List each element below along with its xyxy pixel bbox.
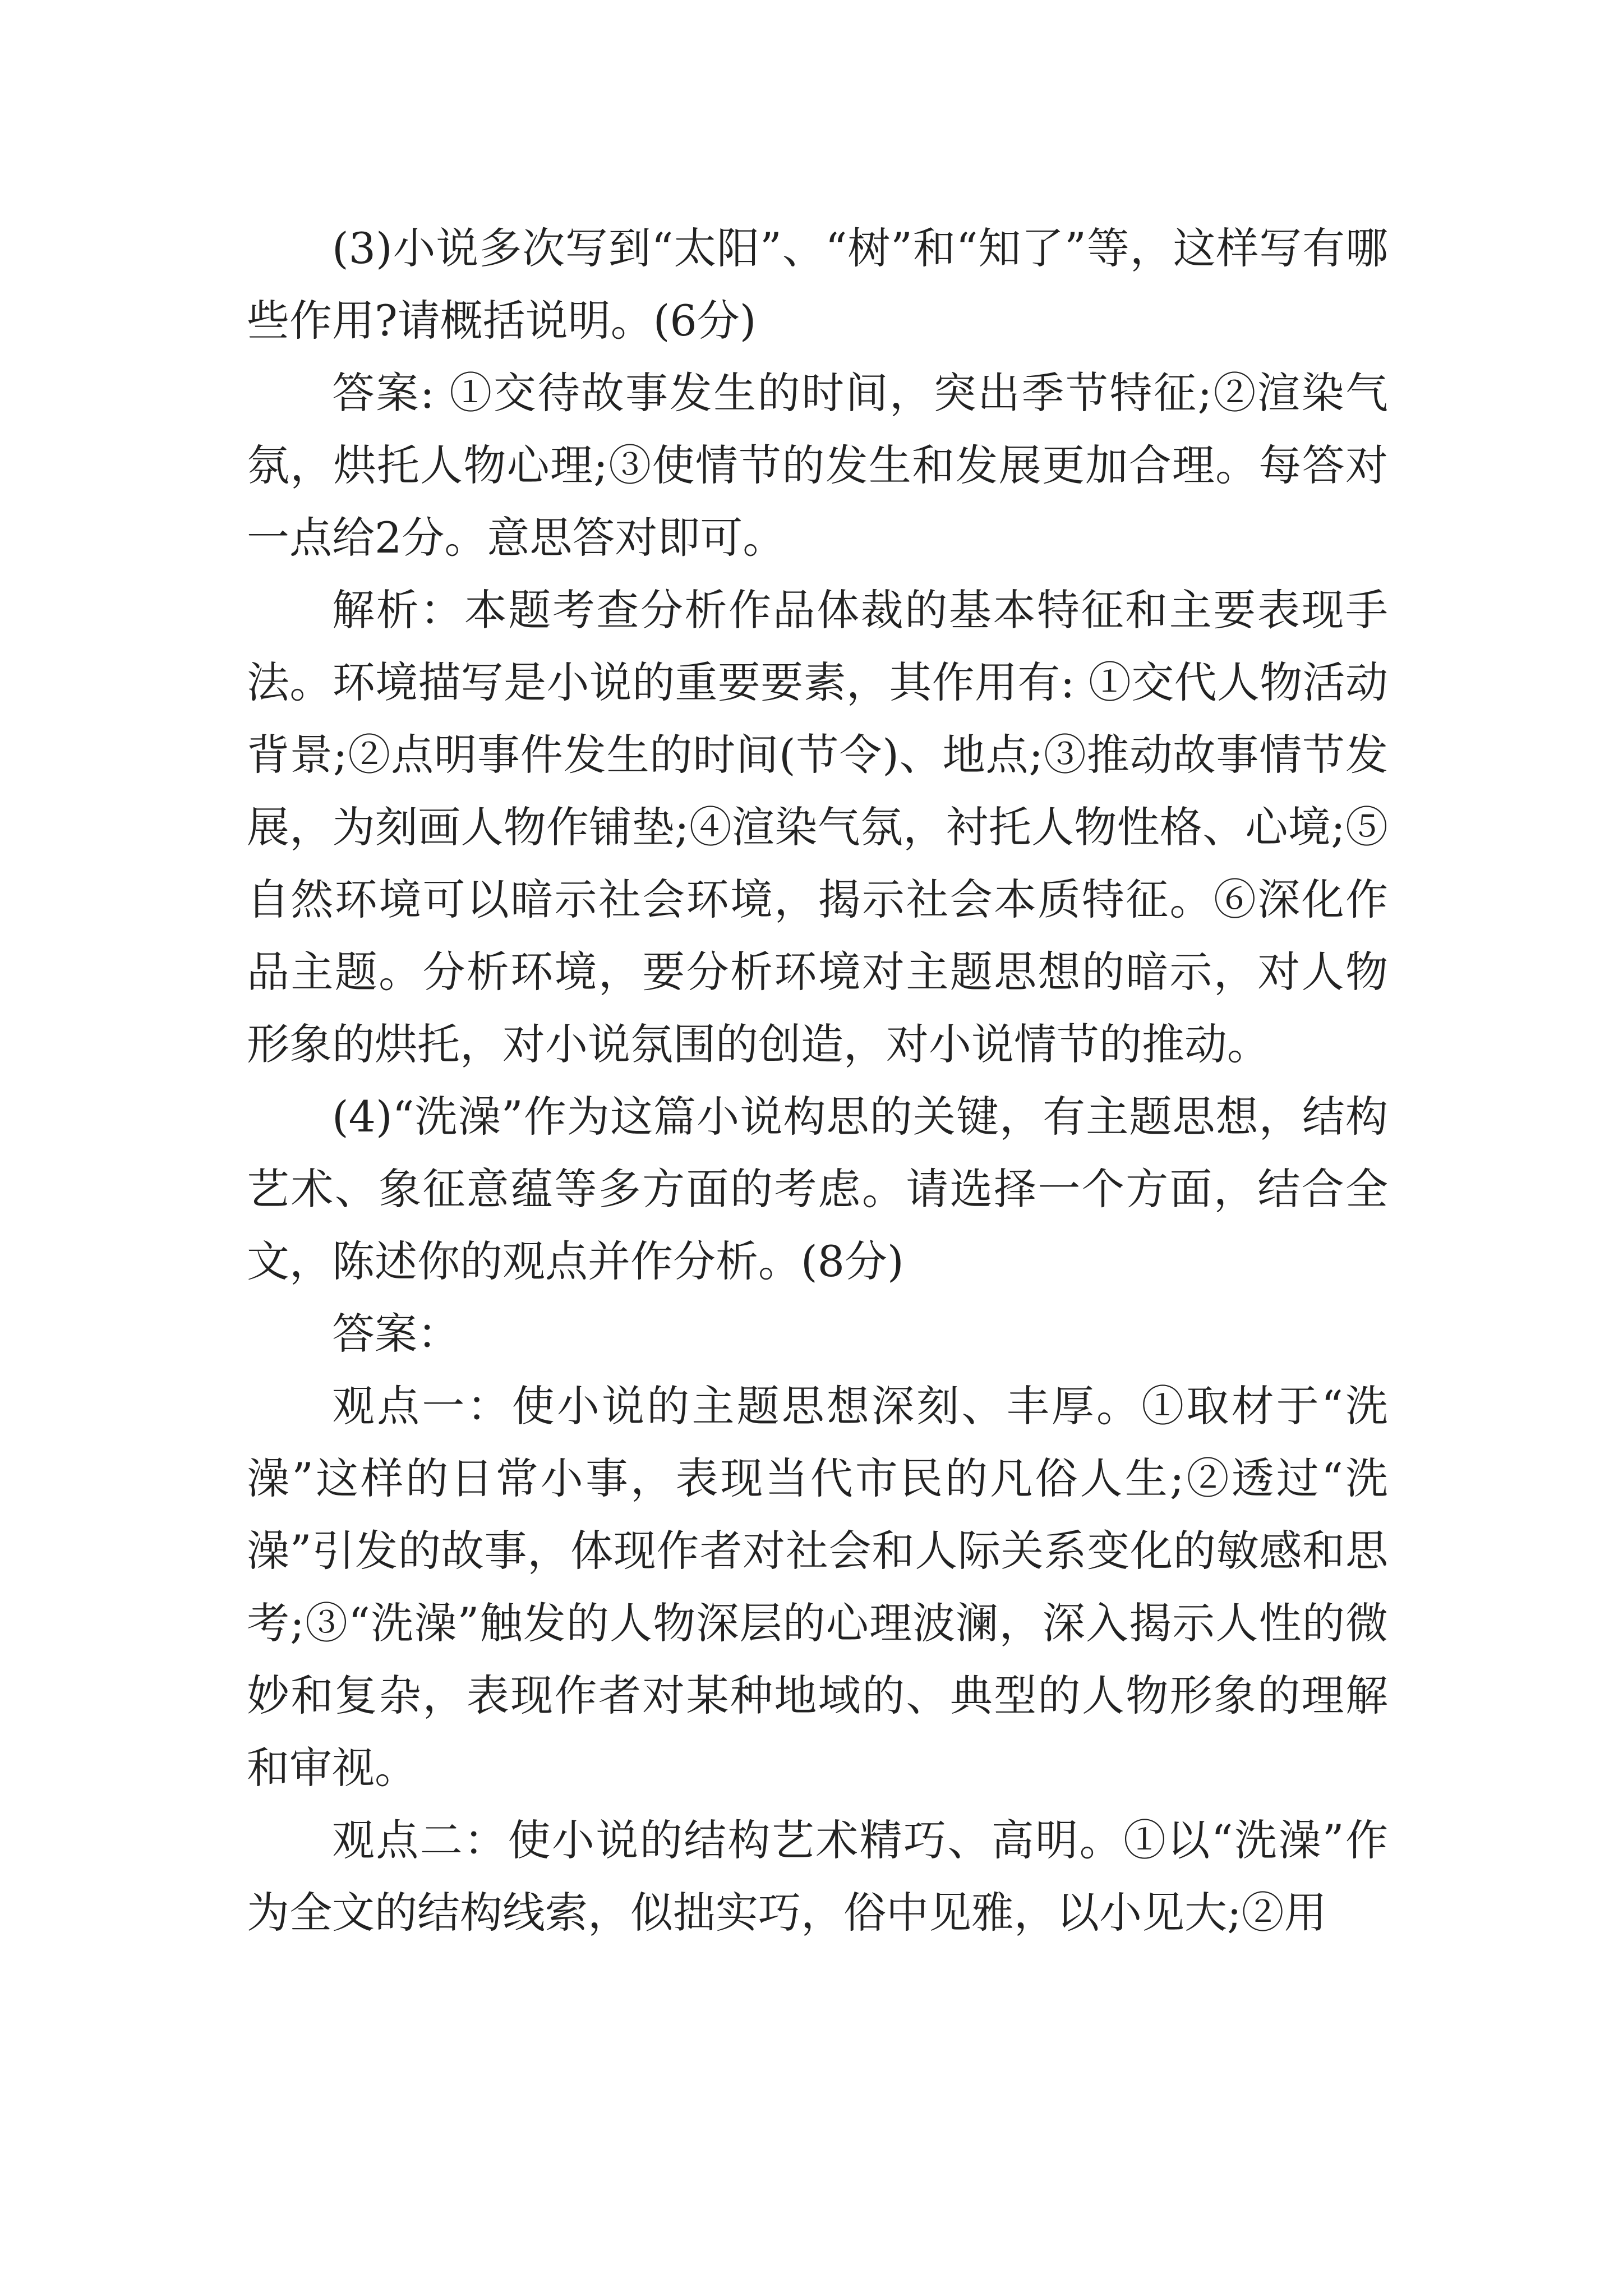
document-body [247, 212, 1388, 1949]
answer-4-heading: 答案： [332, 1309, 460, 1359]
answer-3-paragraph: 答案: ①交待故事发生的时间，突出季节特征;②渲染气氛，烘托人物心理;③使情节的发生和发展更加合理。每答对一点给2分。意思答对即可。 [247, 368, 1388, 563]
question-3-paragraph: (3)小说多次写到“太阳”、“树”和“知了”等，这样写有哪些作用?请概括说明。(6分) [247, 223, 1388, 346]
question-4-paragraph: (4)“洗澡”作为这篇小说构思的关键，有主题思想，结构艺术、象征意蕴等多方面的考虑。请选择一个方面，结合全文，陈述你的观点并作分析。(8分) [247, 1092, 1388, 1286]
analysis-3-paragraph: 解析：本题考查分析作品体裁的基本特征和主要表现手法。环境描写是小说的重要要素，其作用有: ①交代人物活动背景;②点明事件发生的时间(节令)、地点;③推动故事情节发展，为刻画人物作铺垫;④渲染气氛，衬托人物性格、心境;⑤自然环境可以暗示社会环境，揭示社会本质特征。⑥深化作品主题。分析环境，要分析环境对主题思想的暗示，对人物形象的烘托，对小说氛围的创造，对小说情节的推动。 [247, 585, 1388, 1069]
viewpoint-2-paragraph: 观点二：使小说的结构艺术精巧、高明。①以“洗澡”作为全文的结构线索，似拙实巧，俗中见雅，以小见大;②用 [247, 1815, 1388, 1938]
viewpoint-1-paragraph: 观点一：使小说的主题思想深刻、丰厚。①取材于“洗澡”这样的日常小事，表现当代市民的凡俗人生;②透过“洗澡”引发的故事，体现作者对社会和人际关系变化的敏感和思考;③“洗澡”触发的人物深层的心理波澜，深入揭示人性的微妙和复杂，表现作者对某种地域的、典型的人物形象的理解和审视。 [247, 1381, 1388, 1793]
